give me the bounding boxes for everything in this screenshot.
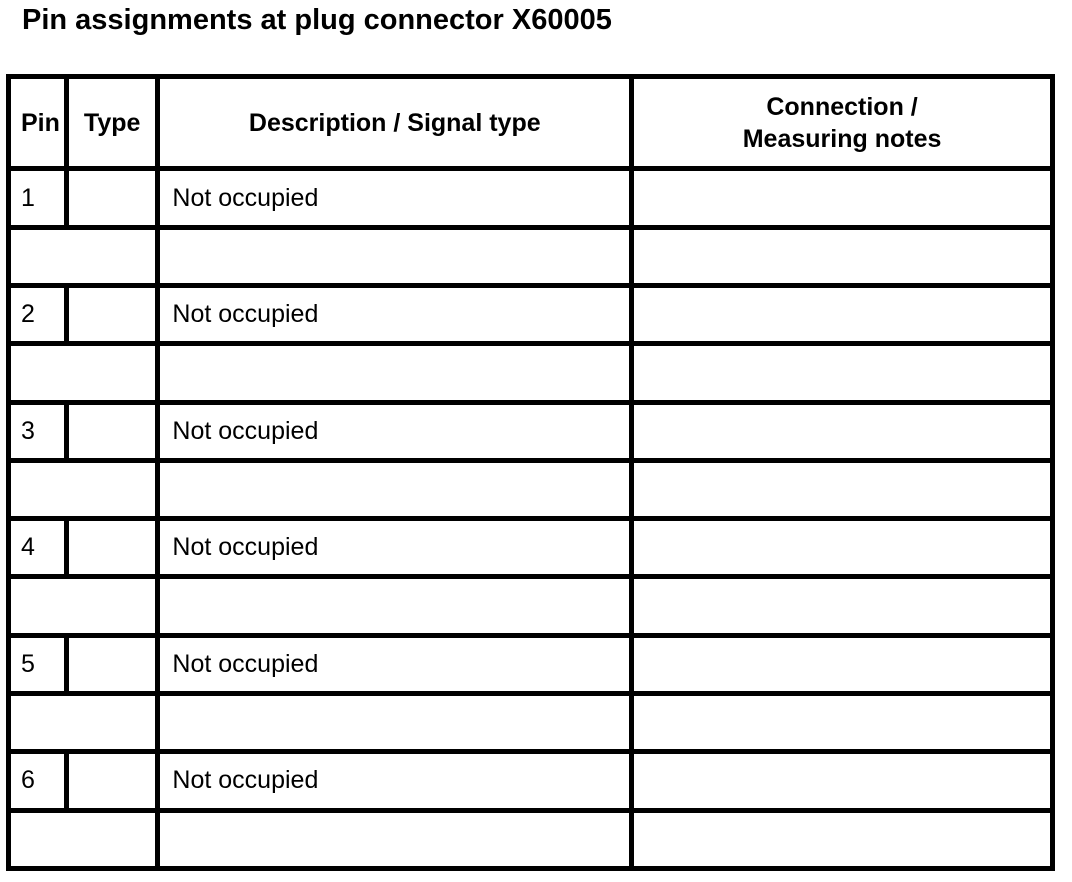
pin-number-cell: 1 — [9, 169, 67, 227]
pin-notes-cell — [632, 752, 1053, 810]
pin-type-cell — [66, 752, 157, 810]
table-row — [9, 519, 1053, 577]
pin-description-cell: Not occupied — [158, 169, 632, 227]
spacer-pin-type-cell — [9, 227, 158, 285]
table-spacer-row — [9, 810, 1053, 868]
table-spacer-row — [9, 577, 1053, 635]
spacer-notes-cell — [632, 810, 1053, 868]
header-notes-line2: Measuring notes — [742, 124, 942, 153]
spacer-description-cell — [158, 810, 632, 868]
table-spacer-row — [9, 460, 1053, 518]
pin-number-cell: 6 — [9, 752, 67, 810]
header-description: Description / Signal type — [158, 77, 632, 169]
table-spacer-row — [9, 693, 1053, 751]
spacer-description-cell — [158, 693, 632, 751]
pin-number-cell: 4 — [9, 519, 67, 577]
pin-type-cell — [66, 402, 157, 460]
pin-notes-cell — [632, 635, 1053, 693]
pin-description-cell: Not occupied — [158, 402, 632, 460]
pin-number-cell: 3 — [9, 402, 67, 460]
table-row — [9, 169, 1053, 227]
table-spacer-row — [9, 227, 1053, 285]
spacer-pin-type-cell — [9, 460, 158, 518]
spacer-description-cell — [158, 577, 632, 635]
pin-description-cell: Not occupied — [158, 752, 632, 810]
pin-notes-cell — [632, 519, 1053, 577]
pin-notes-cell — [632, 286, 1053, 344]
pin-type-cell — [66, 169, 157, 227]
pin-table-body — [9, 77, 1053, 869]
document-title: Pin assignments at plug connector X60005 — [22, 4, 612, 36]
table-row — [9, 286, 1053, 344]
spacer-pin-type-cell — [9, 577, 158, 635]
spacer-notes-cell — [632, 344, 1053, 402]
spacer-description-cell — [158, 344, 632, 402]
pin-description-cell: Not occupied — [158, 519, 632, 577]
table-row — [9, 635, 1053, 693]
pin-assignment-table — [6, 74, 1055, 871]
table-spacer-row — [9, 344, 1053, 402]
spacer-notes-cell — [632, 693, 1053, 751]
pin-number-cell: 5 — [9, 635, 67, 693]
pin-type-cell — [66, 286, 157, 344]
spacer-pin-type-cell — [9, 693, 158, 751]
table-row — [9, 402, 1053, 460]
spacer-notes-cell — [632, 460, 1053, 518]
header-notes-line1: Connection / — [766, 92, 918, 121]
header-type: Type — [66, 77, 157, 169]
pin-type-cell — [66, 635, 157, 693]
table-header-row — [9, 77, 1053, 169]
pin-type-cell — [66, 519, 157, 577]
pin-notes-cell — [632, 402, 1053, 460]
header-pin: Pin — [9, 77, 67, 169]
spacer-description-cell — [158, 460, 632, 518]
header-connection-notes — [632, 77, 1053, 169]
pin-description-cell: Not occupied — [158, 286, 632, 344]
table-row — [9, 752, 1053, 810]
spacer-pin-type-cell — [9, 810, 158, 868]
spacer-description-cell — [158, 227, 632, 285]
pin-notes-cell — [632, 169, 1053, 227]
pin-description-cell: Not occupied — [158, 635, 632, 693]
spacer-pin-type-cell — [9, 344, 158, 402]
pin-number-cell: 2 — [9, 286, 67, 344]
spacer-notes-cell — [632, 577, 1053, 635]
spacer-notes-cell — [632, 227, 1053, 285]
